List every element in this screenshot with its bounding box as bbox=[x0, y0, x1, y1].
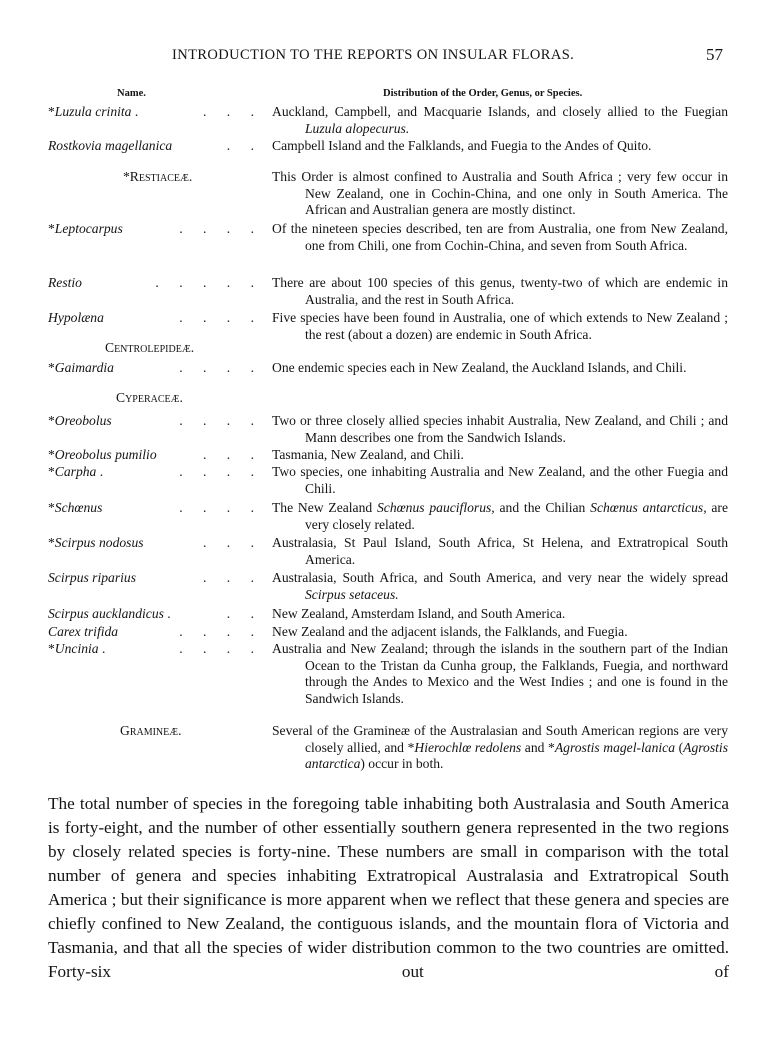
text-segment: * bbox=[48, 535, 55, 550]
distribution-text bbox=[272, 570, 728, 603]
text-segment: * bbox=[48, 221, 55, 236]
text-segment: Several of the Gramineæ of the Australasian and South American regions are very closely allied, and * bbox=[272, 723, 728, 755]
text-segment: Australia and New Zealand; through the islands in the southern part of the Indian Ocean to the Tristan da Cunha group, the Falklands, Fuegia, and northward through the Andes to Mexico and the West Indies ; and one is found in the Sandwich Islands. bbox=[272, 641, 728, 706]
running-header: INTRODUCTION TO THE REPORTS ON INSULAR FLORAS. bbox=[172, 47, 575, 63]
text-segment: . bbox=[98, 641, 106, 656]
name-cell bbox=[48, 221, 254, 238]
italic-text: Schœnus antarcticus, bbox=[590, 500, 707, 515]
distribution-text bbox=[272, 138, 728, 155]
italic-text: Luzula crinita bbox=[54, 104, 132, 119]
italic-text: Carpha bbox=[54, 464, 97, 479]
text-segment: * bbox=[48, 413, 55, 428]
dot-leader: . . . bbox=[203, 535, 254, 550]
text-segment: Australasia, St Paul Island, South Africa, St Helena, and Extratropical South America. bbox=[272, 535, 728, 567]
italic-text: Agrostis magel-lanica bbox=[554, 739, 676, 755]
distribution-text bbox=[272, 104, 728, 137]
text-segment: Two species, one inhabiting Australia and New Zealand, and the other Fuegia and Chili. bbox=[272, 464, 728, 496]
distribution-text bbox=[272, 413, 728, 446]
distribution-text bbox=[272, 723, 728, 773]
name-cell bbox=[48, 447, 254, 464]
column-header-distribution: Distribution of the Order, Genus, or Species. bbox=[383, 88, 583, 99]
italic-text: Uncinia bbox=[54, 641, 99, 656]
distribution-text bbox=[272, 535, 728, 568]
text-segment: New Zealand, Amsterdam Island, and South America. bbox=[272, 606, 566, 621]
text-segment: * bbox=[48, 641, 55, 656]
text-segment: and the Chilian bbox=[494, 500, 591, 515]
dot-leader: . . bbox=[226, 138, 254, 153]
body-paragraph: The total number of species in the foregoing table inhabiting both Australasia and South America is forty-eight, and the number of other essentially southern genera represented in the two regions by closely related species is forty-nine. These numbers are small in comparison with the total number of genera and species inhabiting Extratropical Australasia and Extratropical South America ; but their significance is more apparent when we reflect that these genera and species are chiefly confined to New Zealand, the contiguous islands, and the mountain flora of Victoria and Tasmania, and that all the species of wider distribution common to the two countries are omitted. Forty-six out of bbox=[48, 794, 729, 981]
italic-text: Scirpus riparius bbox=[48, 570, 136, 585]
italic-text: Schœnus pauciflorus, bbox=[376, 500, 495, 515]
italic-text: Restio bbox=[48, 275, 82, 290]
distribution-text bbox=[272, 447, 728, 464]
dot-leader: . . . . bbox=[179, 413, 254, 428]
order-name bbox=[116, 390, 183, 407]
italic-text: Luzula alopecurus. bbox=[305, 120, 410, 136]
distribution-text bbox=[272, 641, 728, 707]
text-segment: . bbox=[96, 464, 104, 479]
italic-text: Scirpus nodosus bbox=[54, 535, 144, 550]
distribution-text bbox=[272, 624, 728, 641]
italic-text: Hierochlœ redolens bbox=[414, 739, 522, 755]
text-segment: and * bbox=[521, 739, 555, 755]
text-segment: The New Zealand bbox=[272, 500, 377, 515]
name-cell bbox=[48, 413, 254, 430]
text-segment: Centrolepideæ. bbox=[105, 340, 195, 355]
italic-text: Rostkovia magellanica bbox=[48, 138, 173, 153]
italic-text: Scirpus aucklandicus bbox=[48, 606, 164, 621]
text-segment: Of the nineteen species described, ten are from Australia, one from New Zealand, one from Chili, one from Cochin-China, and seven from South Africa. bbox=[272, 221, 728, 253]
text-segment: . bbox=[163, 606, 171, 621]
text-segment: ) occur in both. bbox=[360, 756, 444, 772]
text-segment: *Restiaceæ. bbox=[123, 169, 193, 184]
order-name bbox=[123, 169, 192, 186]
name-cell bbox=[48, 570, 254, 587]
text-segment: Campbell Island and the Falklands, and Fuegia to the Andes of Quito. bbox=[272, 138, 652, 153]
dot-leader: . . bbox=[226, 606, 254, 621]
text-segment: Two or three closely allied species inhabit Australia, New Zealand, and Chili ; and Mann describes one from the Sandwich Islands. bbox=[272, 413, 728, 445]
italic-text: Leptocarpus bbox=[54, 221, 123, 236]
text-segment: . bbox=[131, 104, 139, 119]
text-segment: Cyperaceæ. bbox=[116, 390, 183, 405]
dot-leader: . . . . . bbox=[155, 275, 254, 290]
text-segment: * bbox=[48, 104, 55, 119]
distribution-text bbox=[272, 221, 728, 254]
text-segment: * bbox=[48, 464, 55, 479]
text-segment: * bbox=[48, 360, 55, 375]
italic-text: Hypolæna bbox=[48, 310, 104, 325]
dot-leader: . . . . bbox=[179, 464, 254, 479]
column-header-name: Name. bbox=[117, 88, 146, 99]
distribution-text bbox=[272, 500, 728, 533]
dot-leader: . . . . bbox=[179, 500, 254, 515]
name-cell bbox=[48, 275, 254, 292]
dot-leader: . . . . bbox=[179, 624, 254, 639]
text-segment: * bbox=[48, 447, 55, 462]
italic-text: Scirpus setaceus. bbox=[305, 586, 399, 602]
dot-leader: . . . . bbox=[179, 310, 254, 325]
name-cell bbox=[48, 641, 254, 658]
page-number: 57 bbox=[706, 45, 723, 64]
text-segment: New Zealand and the adjacent islands, the Falklands, and Fuegia. bbox=[272, 624, 628, 639]
name-cell bbox=[48, 606, 254, 623]
name-cell bbox=[48, 360, 254, 377]
distribution-text bbox=[272, 275, 728, 308]
text-segment: Gramineæ. bbox=[120, 723, 182, 738]
dot-leader: . . . . bbox=[179, 360, 254, 375]
distribution-text bbox=[272, 360, 728, 377]
dot-leader: . . . bbox=[203, 104, 254, 119]
italic-text: Carex trifida bbox=[48, 624, 119, 639]
name-cell bbox=[48, 138, 254, 155]
text-segment: ( bbox=[675, 739, 684, 755]
text-segment: One endemic species each in New Zealand, the Auckland Islands, and Chili. bbox=[272, 360, 687, 375]
distribution-text bbox=[272, 169, 728, 219]
text-segment: Auckland, Campbell, and Macquarie Islands, and closely allied to the Fuegian bbox=[272, 104, 728, 119]
italic-text: Agrostis antarctica bbox=[305, 739, 728, 772]
text-segment: Australasia, South Africa, and South America, and very near the widely spread bbox=[272, 570, 728, 585]
name-cell bbox=[48, 464, 254, 481]
italic-text: Schœnus bbox=[54, 500, 103, 515]
dot-leader: . . . bbox=[203, 570, 254, 585]
name-cell bbox=[48, 624, 254, 641]
italic-text: Oreobolus bbox=[54, 413, 112, 428]
text-segment: Five species have been found in Australia, one of which extends to New Zealand ; the rest (about a dozen) are endemic in South Africa. bbox=[272, 310, 728, 342]
dot-leader: . . . bbox=[203, 447, 254, 462]
name-cell bbox=[48, 104, 254, 121]
text-segment: There are about 100 species of this genus, twenty-two of which are endemic in Australia, and the rest in South Africa. bbox=[272, 275, 728, 307]
distribution-text bbox=[272, 464, 728, 497]
distribution-text bbox=[272, 310, 728, 343]
order-name bbox=[120, 723, 182, 740]
dot-leader: . . . . bbox=[179, 221, 254, 236]
text-segment: * bbox=[48, 500, 55, 515]
dot-leader: . . . . bbox=[179, 641, 254, 656]
text-segment: are very closely related. bbox=[305, 500, 728, 532]
distribution-text bbox=[272, 606, 728, 623]
italic-text: Oreobolus pumilio bbox=[54, 447, 157, 462]
italic-text: Gaimardia bbox=[54, 360, 114, 375]
order-name bbox=[105, 340, 194, 357]
name-cell bbox=[48, 500, 254, 517]
name-cell bbox=[48, 310, 254, 327]
name-cell bbox=[48, 535, 254, 552]
text-segment: This Order is almost confined to Australia and South Africa ; very few occur in New Zealand, one in Cochin-China, and one only in South America. The African and Australian genera are mostly distinct. bbox=[272, 169, 728, 218]
text-segment: Tasmania, New Zealand, and Chili. bbox=[272, 447, 464, 462]
